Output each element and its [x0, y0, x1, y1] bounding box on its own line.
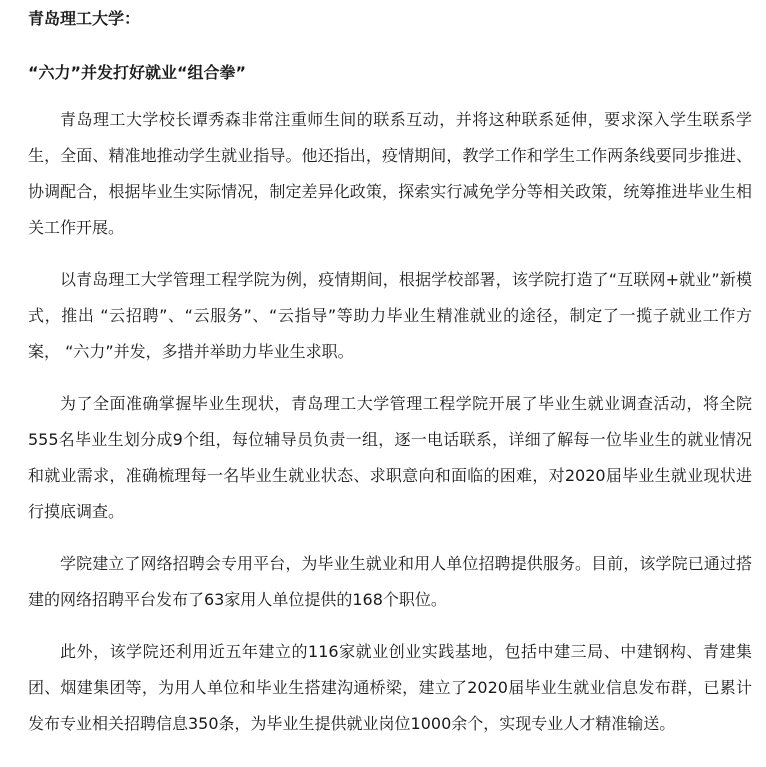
paragraph-5: 此外，该学院还利用近五年建立的116家就业创业实践基地，包括中建三局、中建钢构、青建集团、烟建集团等，为用人单位和毕业生搭建沟通桥梁，建立了2020届毕业生就业信息发布群，已累计发布专业相关招聘信息350条，为毕业生提供就业岗位1000余个，实现专业人才精准输送。 — [28, 642, 752, 733]
paragraph-3: 为了全面准确掌握毕业生现状，青岛理工大学管理工程学院开展了毕业生就业调查活动，将全院555名毕业生划分成9个组，每位辅导员负责一组，逐一电话联系，详细了解每一位毕业生的就业情况和就业需求，准确梳理每一名毕业生就业状态、求职意向和面临的困难，对2020届毕业生就业现状进行摸底调查。 — [28, 394, 752, 521]
paragraph-2: 以青岛理工大学管理工程学院为例，疫情期间，根据学校部署，该学院打造了“互联网+就业”新模式，推出 “云招聘”、“云服务”、“云指导”等助力毕业生精准就业的途径，制定了一揽子就业工作方案， “六力”并发，多措并举助力毕业生求职。 — [28, 270, 752, 361]
paragraph-4: 学院建立了网络招聘会专用平台，为毕业生就业和用人单位招聘提供服务。目前，该学院已通过搭建的网络招聘平台发布了63家用人单位提供的168个职位。 — [28, 554, 752, 609]
school-heading: 青岛理工大学： — [28, 9, 141, 28]
paragraph-1: 青岛理工大学校长谭秀森非常注重师生间的联系互动，并将这种联系延伸，要求深入学生联系学生，全面、精准地推动学生就业指导。他还指出，疫情期间，教学工作和学生工作两条线要同步推进、协调配合，根据毕业生实际情况，制定差异化政策，探索实行减免学分等相关政策，统筹推进毕业生相关工作开展。 — [28, 110, 752, 237]
article-title: “六力”并发打好就业“组合拳” — [28, 63, 247, 82]
